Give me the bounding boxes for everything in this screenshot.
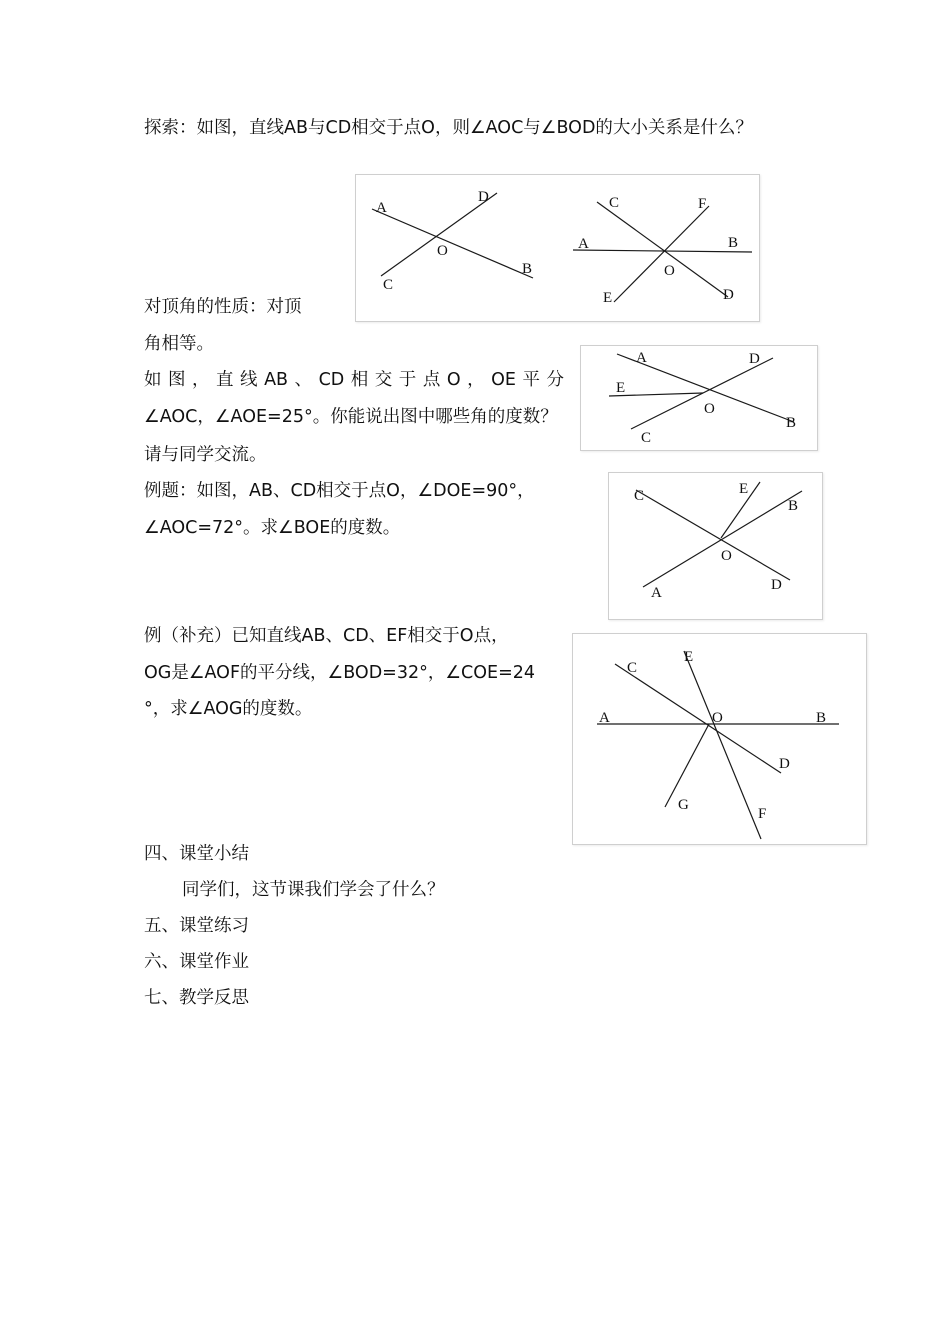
question-1-line-1: 如图，直线AB、CD相交于点O，OE平分: [144, 370, 564, 390]
fig5-label-a: A: [599, 710, 610, 726]
fig1-label-a: A: [376, 200, 387, 216]
section-practice: 五、课堂练习: [144, 916, 249, 936]
fig2-label-d: D: [723, 287, 734, 303]
summary-body: 同学们，这节课我们学会了什么？: [182, 880, 445, 900]
fig4-label-b: B: [788, 498, 799, 514]
fig3-label-o: O: [704, 401, 715, 417]
figure-supplement: [572, 633, 867, 845]
property-line-2: 角相等。: [144, 334, 214, 354]
fig2-line-ab: [573, 250, 752, 252]
fig5-line-og: [665, 724, 709, 807]
supplement-line-3: °，求∠AOG的度数。: [144, 699, 313, 719]
fig5-label-o: O: [712, 710, 723, 726]
fig1-label-o: O: [437, 243, 448, 259]
figure-question-1: [580, 345, 818, 451]
explore-question: 探索：如图，直线AB与CD相交于点O，则∠AOC与∠BOD的大小关系是什么？: [144, 118, 753, 138]
example-line-1: 例题：如图，AB、CD相交于点O，∠DOE=90°，: [144, 481, 535, 501]
fig5-line-ef: [684, 651, 761, 839]
fig1-label-c: C: [383, 277, 394, 293]
fig1-label-b: B: [522, 261, 533, 277]
fig3-label-c: C: [641, 430, 652, 446]
supplement-line-1: 例（补充）已知直线AB、CD、EF相交于O点，: [144, 626, 509, 646]
fig2-label-o: O: [664, 263, 675, 279]
fig5-label-c: C: [627, 660, 638, 676]
fig4-label-a: A: [651, 585, 662, 601]
fig4-line-cd: [636, 490, 790, 580]
fig2-label-c: C: [609, 195, 620, 211]
fig3-label-a: A: [636, 350, 647, 366]
fig2-label-f: F: [698, 196, 707, 212]
supplement-line-2: OG是∠AOF的平分线，∠BOD=32°，∠COE=24: [144, 663, 536, 683]
fig4-label-o: O: [721, 548, 732, 564]
fig5-line-cd: [615, 664, 781, 773]
fig5-label-d: D: [779, 756, 790, 772]
fig2-label-e: E: [603, 290, 613, 306]
fig3-label-d: D: [749, 351, 760, 367]
fig2-line-cd: [597, 202, 728, 297]
fig1-line-cd: [381, 193, 497, 276]
fig4-label-c: C: [634, 488, 645, 504]
fig5-label-b: B: [816, 710, 827, 726]
fig1-label-d: D: [478, 189, 489, 205]
fig5-label-e: E: [684, 649, 694, 665]
figure-example: [608, 472, 823, 620]
property-line-1: 对顶角的性质：对顶: [144, 297, 302, 317]
example-line-2: ∠AOC=72°。求∠BOE的度数。: [144, 518, 401, 538]
fig5-label-f: F: [758, 806, 767, 822]
section-summary: 四、课堂小结: [144, 844, 249, 864]
fig2-label-b: B: [728, 235, 739, 251]
question-1-line-3: 请与同学交流。: [144, 445, 267, 465]
section-reflection: 七、教学反思: [144, 988, 249, 1008]
fig5-label-g: G: [678, 797, 689, 813]
question-1-line-2: ∠AOC，∠AOE=25°。你能说出图中哪些角的度数？: [144, 407, 558, 427]
fig1-line-ab: [372, 209, 533, 278]
fig4-label-e: E: [739, 481, 749, 497]
fig2-label-a: A: [578, 236, 589, 252]
fig4-label-d: D: [771, 577, 782, 593]
fig2-line-ef: [614, 206, 709, 302]
section-homework: 六、课堂作业: [144, 952, 249, 972]
figure-explore: [355, 174, 760, 322]
fig3-label-e: E: [616, 380, 626, 396]
fig3-label-b: B: [786, 415, 797, 431]
